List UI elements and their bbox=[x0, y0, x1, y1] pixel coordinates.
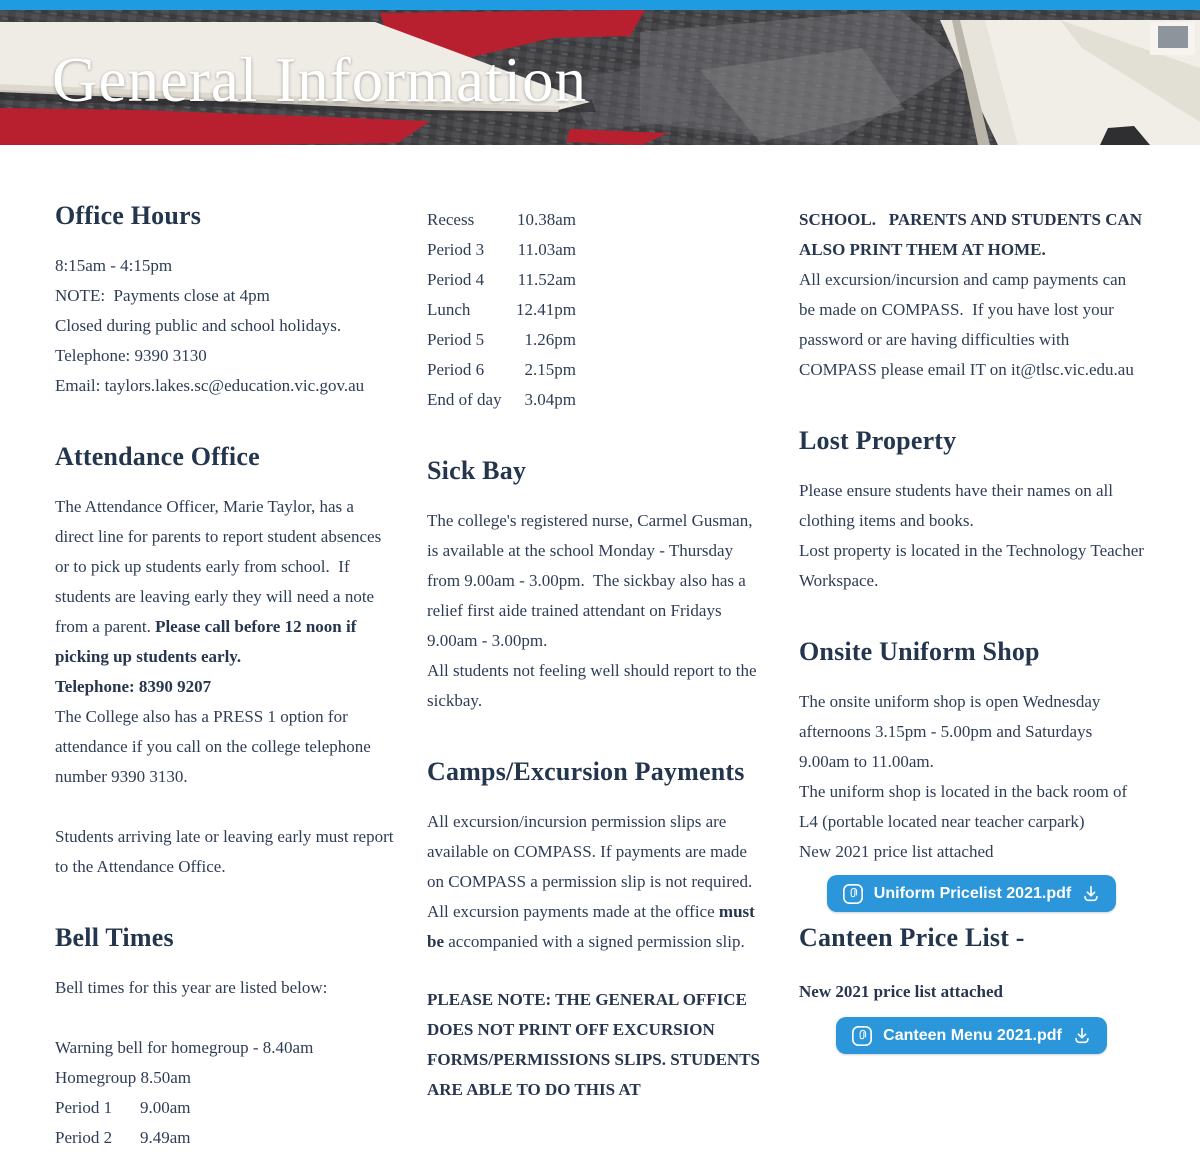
bell-label: Period 5 bbox=[427, 330, 485, 349]
camps-please-note: PLEASE NOTE: THE GENERAL OFFICE DOES NOT PRINT OFF EXCURSION FORMS/PERMISSIONS SLIPS. STUDENTS ARE ABLE TO DO THIS AT bbox=[427, 990, 768, 1099]
bell-label: Period 2 bbox=[55, 1128, 113, 1147]
bell-time: 11.03am bbox=[517, 240, 576, 259]
section-heading-office-hours: Office Hours bbox=[55, 201, 202, 230]
bell-label: Period 4 bbox=[427, 270, 485, 289]
main-content bbox=[0, 145, 1200, 1153]
attendance-paragraph bbox=[55, 492, 395, 672]
bell-time: 10.38am bbox=[516, 210, 576, 229]
sick-bay-report-info: All students not feeling well should report to the sickbay. bbox=[427, 661, 761, 710]
bell-row bbox=[427, 235, 767, 265]
section-heading-bell-times: Bell Times bbox=[55, 923, 174, 952]
attendance-telephone: Telephone: 8390 9207 bbox=[55, 677, 212, 696]
paperclip-icon bbox=[842, 883, 864, 905]
attendance-call-before-bold: Please call before 12 noon if picking up students early. bbox=[55, 617, 361, 666]
office-telephone: Telephone: 9390 3130 bbox=[55, 346, 207, 365]
bell-row bbox=[427, 295, 767, 325]
uniform-pricelist-note: New 2021 price list attached bbox=[799, 842, 994, 861]
camps-text: All excursion/incursion permission slips are available on COMPASS. If payments are made on COMPASS a permission slip is not required. All excursion payments made at the office bbox=[427, 812, 756, 921]
bell-row bbox=[427, 325, 767, 355]
download-icon bbox=[1072, 1026, 1092, 1046]
section-heading-sick-bay: Sick Bay bbox=[427, 456, 527, 485]
bell-time: 12.41pm bbox=[516, 300, 576, 319]
uniform-shop-location: The uniform shop is located in the back room of L4 (portable located near teacher carpark) bbox=[799, 782, 1136, 831]
section-heading-canteen-price-list: Canteen Price List - bbox=[799, 923, 1025, 952]
bell-label: End of day bbox=[427, 390, 502, 409]
bell-row bbox=[427, 265, 767, 295]
bell-time: 9.49am bbox=[140, 1128, 191, 1147]
lost-property-location: Lost property is located in the Technology Teacher Workspace. bbox=[799, 541, 1148, 590]
paperclip-icon bbox=[851, 1025, 873, 1047]
canteen-pricelist-note: New 2021 price list attached bbox=[799, 982, 1003, 1001]
bell-label: Period 6 bbox=[427, 360, 485, 379]
office-email: Email: taylors.lakes.sc@education.vic.gov.au bbox=[55, 376, 365, 395]
bell-time: 11.52am bbox=[517, 270, 576, 289]
bell-time: 2.15pm bbox=[524, 360, 576, 379]
camps-must-be-bold: must be bbox=[427, 902, 760, 951]
bell-row bbox=[427, 385, 767, 415]
bell-homegroup: Homegroup 8.50am bbox=[55, 1068, 191, 1087]
column-3 bbox=[799, 200, 1148, 1153]
attendance-late-early-info: Students arriving late or leaving early must report to the Attendance Office. bbox=[55, 827, 398, 876]
bell-row bbox=[55, 1093, 395, 1123]
bell-time: 1.26pm bbox=[524, 330, 576, 349]
bell-warning: Warning bell for homegroup - 8.40am bbox=[55, 1038, 314, 1057]
bell-time: 9.00am bbox=[140, 1098, 191, 1117]
column-1 bbox=[55, 200, 398, 1153]
lost-property-names: Please ensure students have their names on all clothing items and books. bbox=[799, 481, 1118, 530]
bell-row bbox=[55, 1123, 395, 1153]
bell-label: Period 3 bbox=[427, 240, 485, 259]
bell-row bbox=[427, 355, 767, 385]
compass-payments-info: All excursion/incursion and camp payments can be made on COMPASS. If you have lost your password or are having difficulties with COMPASS please email IT on it@tlsc.vic.edu.au bbox=[799, 270, 1134, 379]
uniform-pricelist-download-button[interactable] bbox=[827, 875, 1116, 912]
office-hours-times: 8:15am - 4:15pm bbox=[55, 256, 173, 275]
hero-banner bbox=[0, 10, 1200, 145]
button-label: Canteen Menu 2021.pdf bbox=[883, 1026, 1062, 1044]
print-note-bold: SCHOOL. PARENTS AND STUDENTS CAN ALSO PRINT THEM AT HOME. bbox=[799, 210, 1146, 259]
bell-time: 3.04pm bbox=[524, 390, 576, 409]
camps-paragraph bbox=[427, 807, 767, 957]
button-label: Uniform Pricelist 2021.pdf bbox=[873, 884, 1072, 902]
canteen-menu-download-button[interactable] bbox=[836, 1017, 1107, 1054]
bell-times-intro: Bell times for this year are listed below: bbox=[55, 978, 328, 997]
office-hours-note: NOTE: Payments close at 4pm bbox=[55, 286, 270, 305]
download-icon bbox=[1081, 884, 1101, 904]
uniform-shop-hours: The onsite uniform shop is open Wednesday afternoons 3.15pm - 5.00pm and Saturdays 9.00am to 11.00am. bbox=[799, 692, 1105, 771]
attendance-text: The Attendance Officer, Marie Taylor, has a direct line for parents to report student absences or to pick up students early from school. If students are leaving early they will need a note from a parent. bbox=[55, 497, 386, 636]
section-heading-uniform-shop: Onsite Uniform Shop bbox=[799, 637, 1040, 666]
bell-label: Period 1 bbox=[55, 1098, 113, 1117]
sick-bay-nurse-info: The college's registered nurse, Carmel Gusman, is available at the school Monday - Thursday from 9.00am - 3.00pm. The sickbay also has a relief first aide trained attendant on Fridays 9.00am - 3.00pm. bbox=[427, 511, 757, 650]
section-heading-lost-property: Lost Property bbox=[799, 426, 957, 455]
bell-label: Lunch bbox=[427, 300, 471, 319]
bell-row bbox=[427, 205, 767, 235]
page-title: General Information bbox=[52, 45, 588, 115]
attendance-press-1-info: The College also has a PRESS 1 option for attendance if you call on the college telephone number 9390 3130. bbox=[55, 707, 376, 786]
column-2 bbox=[427, 200, 767, 1153]
section-heading-camps-excursion: Camps/Excursion Payments bbox=[427, 757, 745, 786]
bell-label: Recess bbox=[427, 210, 475, 229]
top-accent-bar bbox=[0, 0, 1200, 10]
office-hours-closed: Closed during public and school holidays. bbox=[55, 316, 342, 335]
camps-text-rest: accompanied with a signed permission slip. bbox=[444, 932, 745, 951]
section-heading-attendance-office: Attendance Office bbox=[55, 442, 260, 471]
